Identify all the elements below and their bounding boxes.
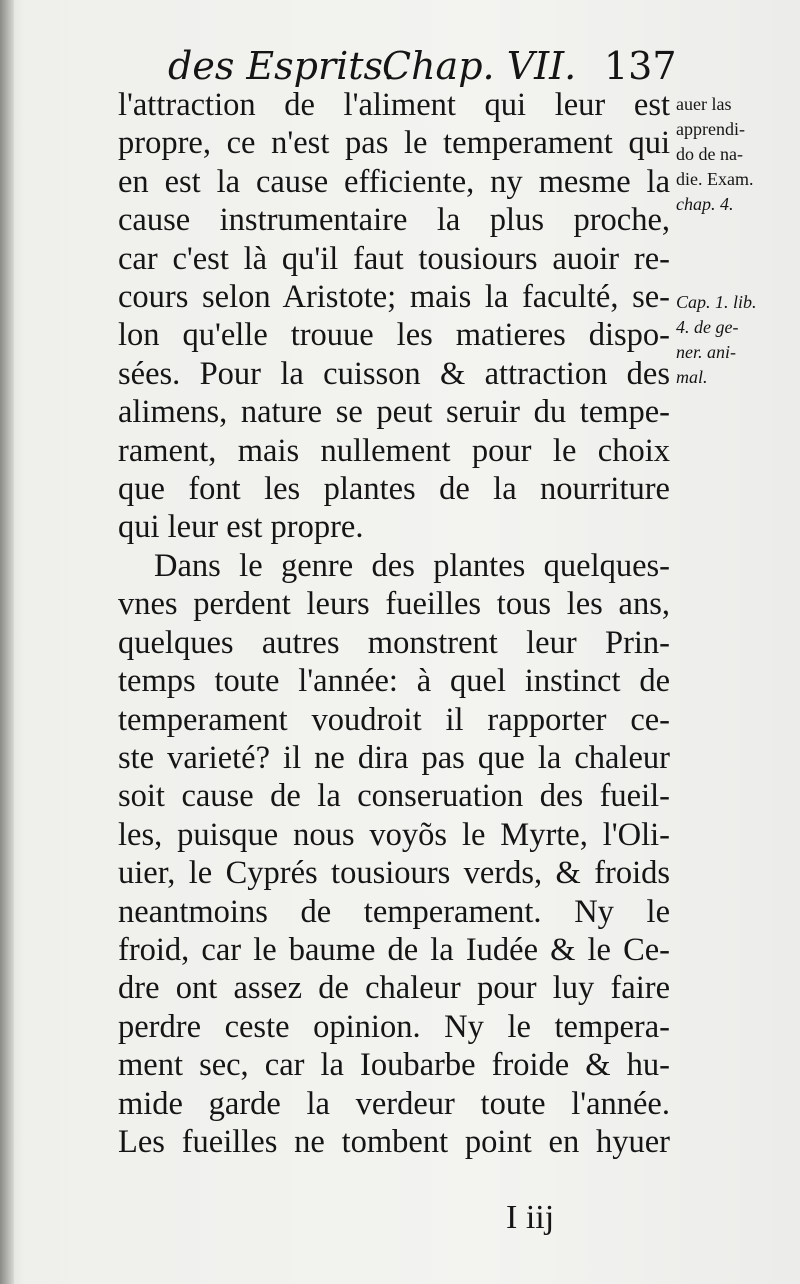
signature-mark: I iij bbox=[506, 1199, 555, 1236]
page-number: 137 bbox=[604, 44, 677, 88]
margin-note-line: Cap. 1. lib. bbox=[676, 292, 757, 312]
text-line: qui leur est propre. bbox=[118, 509, 364, 546]
page-header bbox=[168, 40, 677, 92]
text-line: dre ont assez de chaleur pour luy faire bbox=[118, 970, 670, 1007]
text-line: cause instrumentaire la plus proche, bbox=[118, 202, 670, 239]
text-line: temperament voudroit il rapporter ce- bbox=[118, 701, 670, 738]
margin-note-aristotle bbox=[676, 290, 794, 390]
text-line: que font les plantes de la nourriture bbox=[118, 471, 670, 508]
margin-note-line: die. Exam. bbox=[676, 169, 754, 189]
text-line: alimens, nature se peut seruir du tempe- bbox=[118, 394, 670, 431]
text-line: ste varieté? il ne dira pas que la chaleur bbox=[118, 739, 670, 776]
chapter-heading: Chap. VII. bbox=[382, 44, 577, 88]
text-line: car c'est là qu'il faut tousiours auoir re- bbox=[118, 240, 670, 277]
text-line: perdre ceste opinion. Ny le tempera- bbox=[118, 1008, 670, 1045]
text-line: ment sec, car la Ioubarbe froide & hu- bbox=[118, 1047, 670, 1084]
text-line: en est la cause efficiente, ny mesme la bbox=[118, 163, 670, 200]
text-line: froid, car le baume de la Iudée & le Ce- bbox=[118, 931, 670, 968]
margin-note-exam bbox=[676, 92, 794, 217]
gutter-shadow bbox=[0, 0, 14, 1284]
margin-note-line: do de na- bbox=[676, 144, 743, 164]
margin-note-line: mal. bbox=[676, 367, 708, 387]
text-line: rament, mais nullement pour le choix bbox=[118, 432, 670, 469]
margin-note-line: chap. 4. bbox=[676, 194, 734, 214]
text-line: mide garde la verdeur toute l'année. bbox=[118, 1085, 670, 1122]
text-line: l'attraction de l'aliment qui leur est bbox=[118, 87, 670, 123]
margin-note-line: apprendi- bbox=[676, 119, 745, 139]
text-line: uier, le Cyprés tousiours verds, & froids bbox=[118, 855, 670, 892]
text-line: sées. Pour la cuisson & attraction des bbox=[118, 355, 670, 392]
text-line: neantmoins de temperament. Ny le bbox=[118, 893, 670, 930]
margin-note-line: ner. ani- bbox=[676, 342, 736, 362]
running-title: des Esprits. bbox=[168, 44, 396, 88]
margin-note-line: 4. de ge- bbox=[676, 317, 739, 337]
text-line: Les fueilles ne tombent point en hyuer bbox=[118, 1123, 670, 1160]
margin-note-line: auer las bbox=[676, 94, 732, 114]
text-line: lon qu'elle trouue les matieres dispo- bbox=[118, 317, 670, 354]
text-line: les, puisque nous voyõs le Myrte, l'Oli- bbox=[118, 816, 670, 853]
text-line: quelques autres monstrent leur Prin- bbox=[118, 624, 670, 661]
text-line: propre, ce n'est pas le temperament qui bbox=[118, 125, 670, 162]
text-line: temps toute l'année: à quel instinct de bbox=[118, 663, 670, 700]
text-line: vnes perdent leurs fueilles tous les ans, bbox=[118, 586, 670, 623]
text-line: soit cause de la conseruation des fueil- bbox=[118, 778, 670, 815]
main-text bbox=[118, 86, 670, 1161]
paragraph-start-line: Dans le genre des plantes quelques- bbox=[154, 547, 670, 584]
text-line: cours selon Aristote; mais la faculté, se- bbox=[118, 279, 670, 316]
